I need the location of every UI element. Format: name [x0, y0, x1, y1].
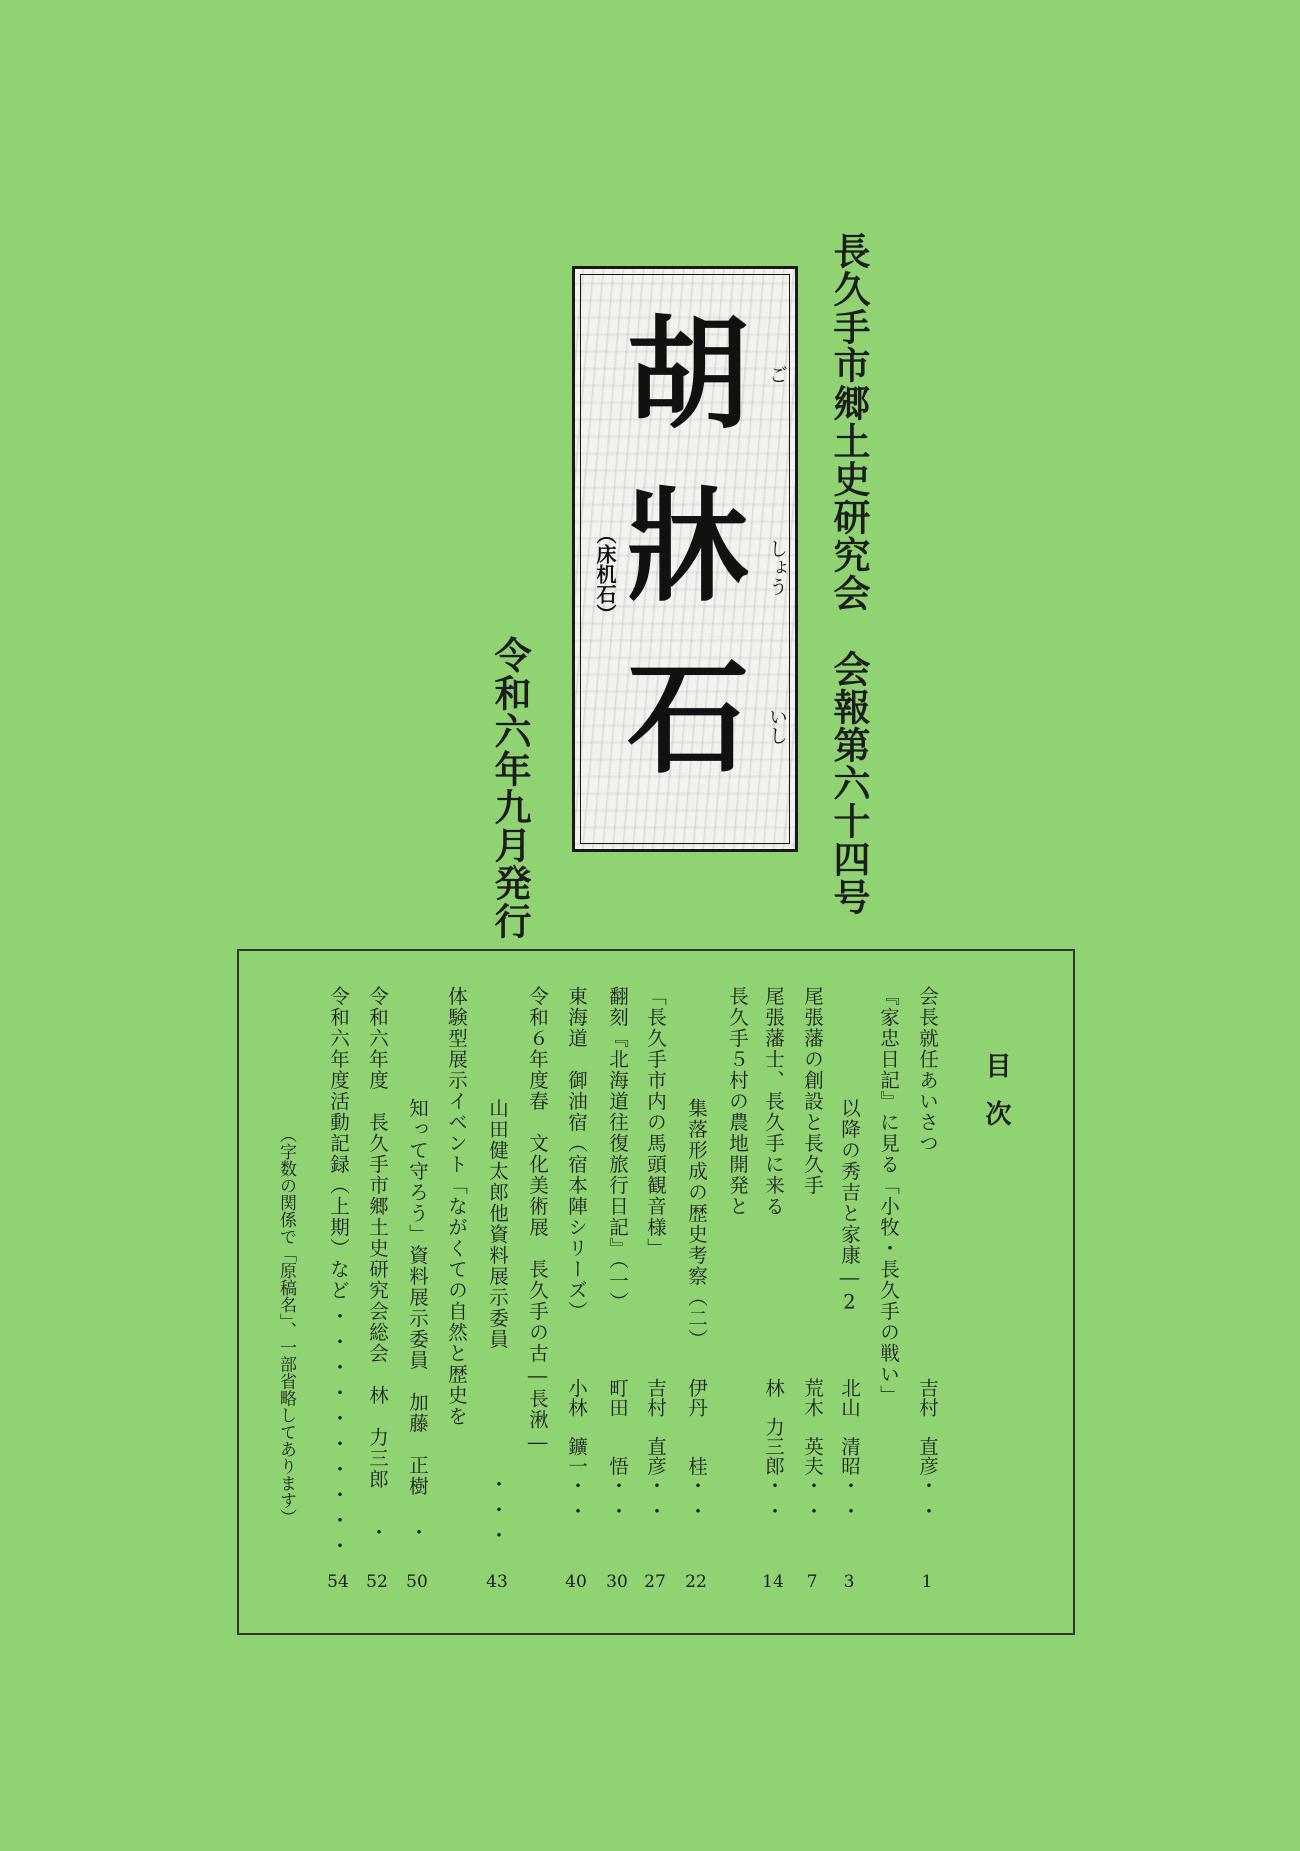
toc-entry — [320, 986, 356, 1598]
toc-entry-title: 東海道 御油宿（宿本陣シリーズ） — [565, 986, 588, 1322]
toc-page-number: 50 — [406, 1572, 428, 1592]
toc-leader-dots: ・・ — [644, 1475, 667, 1527]
toc-entry — [359, 986, 395, 1598]
toc-entry — [909, 986, 945, 1598]
toc-leader-dots: ・・・・・・・・・・ — [327, 1306, 350, 1561]
toc-author-name: 小林 鑛一 — [565, 1378, 588, 1476]
toc-leader-dots: ・・・ — [486, 1474, 509, 1551]
toc-entry-author — [913, 1378, 941, 1527]
toc-entry — [438, 986, 474, 1598]
toc-entry-title: 会長就任あいさつ — [916, 986, 939, 1154]
toc-leader-dots: ・・ — [838, 1475, 861, 1527]
toc-heading: 目次 — [981, 1052, 1011, 1148]
title-char-3: 石 — [627, 646, 749, 790]
toc-page-number: 52 — [366, 1572, 388, 1592]
toc-entry-title: 体験型展示イベント「ながくての自然と歴史を — [445, 986, 468, 1427]
toc-entry-author — [759, 1378, 787, 1527]
publication-date: 令和六年九月発行 — [488, 636, 532, 940]
toc-entry-author — [363, 1522, 391, 1548]
toc-entry-title: 令和６年度春 文化美術展 長久手の古―長湫― — [526, 986, 549, 1455]
toc-leader-dots: ・・ — [916, 1475, 939, 1527]
toc-entry-title: 知って守ろう」資料展示委員 加藤 正樹 — [406, 1098, 429, 1497]
toc-leader-dots: ・・ — [606, 1475, 629, 1527]
toc-entry-author — [798, 1378, 826, 1527]
toc-page-number: 3 — [843, 1572, 855, 1592]
toc-entry-title: 尾張藩の創設と長久手 — [801, 986, 824, 1196]
toc-page-number: 54 — [327, 1572, 349, 1592]
toc-entry — [399, 986, 435, 1598]
toc-author-name: 吉村 直彦 — [916, 1378, 939, 1476]
toc-leader-dots: ・ — [406, 1522, 429, 1548]
toc-author-name: 町田 悟 — [606, 1378, 629, 1476]
title-ruby-3: いし — [766, 707, 788, 745]
toc-entry — [599, 986, 635, 1598]
toc-author-name: 吉村 直彦 — [644, 1378, 667, 1476]
title-subtitle: （床机石） — [593, 524, 617, 624]
title-ruby-1: ご — [766, 365, 788, 384]
toc-entry — [519, 986, 555, 1598]
toc-entry-author — [682, 1378, 710, 1527]
toc-note: （字数の関係で「原稿名」、一部省略してあります） — [276, 1126, 296, 1526]
toc-entry-author — [641, 1378, 669, 1527]
toc-page-number: 30 — [606, 1572, 628, 1592]
toc-entry-author — [483, 1474, 511, 1551]
toc-entry — [479, 986, 515, 1598]
toc-entry — [870, 986, 906, 1598]
toc-leader-dots: ・・ — [801, 1475, 824, 1527]
toc-entry — [558, 986, 594, 1598]
toc-entry — [755, 986, 791, 1598]
toc-entry-title: 『家忠日記』に見る「小牧・長久手の戦い」 — [877, 986, 900, 1406]
toc-note-column — [273, 986, 309, 1598]
toc-entry-author — [835, 1378, 863, 1527]
toc-entry-author — [603, 1378, 631, 1527]
toc-entry — [794, 986, 830, 1598]
toc-entry-title: 長久手５村の農地開発と — [726, 986, 749, 1217]
toc-entry-title: 集落形成の歴史考察（二） — [685, 1098, 708, 1350]
toc-entry-title: 山田健太郎他資料展示委員 — [486, 1098, 509, 1350]
publisher-issue-line: 長久手市郷土史研究会 会報第六十四号 — [827, 232, 871, 916]
toc-entry-author — [562, 1378, 590, 1527]
toc-entry-title: 以降の秀吉と家康―2 — [838, 1098, 861, 1315]
toc-entry — [831, 986, 867, 1598]
toc-author-name: 伊丹 桂 — [685, 1378, 708, 1476]
toc-page-number: 22 — [685, 1572, 707, 1592]
toc-page-number: 43 — [486, 1572, 508, 1592]
title-char-2: 牀 — [627, 474, 749, 618]
toc-entry — [637, 986, 673, 1598]
toc-author-name: 北山 清昭 — [838, 1378, 861, 1476]
toc-author-name: 林 力三郎 — [762, 1378, 785, 1476]
toc-leader-dots: ・・ — [762, 1475, 785, 1527]
title-ruby-2: しょう — [766, 539, 788, 596]
toc-entry-author — [403, 1522, 431, 1548]
toc-page-number: 27 — [644, 1572, 666, 1592]
toc-page-number: 1 — [921, 1572, 933, 1592]
title-char-1: 胡 — [627, 302, 749, 446]
toc-page-number: 7 — [806, 1572, 818, 1592]
table-of-contents — [237, 949, 1075, 1635]
toc-entry-title: 翻刻『北海道往復旅行日記』（一） — [606, 986, 629, 1313]
toc-entry — [678, 986, 714, 1598]
toc-entry-title: 令和六年度 長久手市郷土史研究会総会 林 力三郎 — [366, 986, 389, 1490]
toc-entry-title: 「長久手市内の馬頭観音様」 — [644, 986, 667, 1259]
toc-leader-dots: ・ — [366, 1522, 389, 1548]
toc-entry — [719, 986, 755, 1598]
toc-author-name: 荒木 英夫 — [801, 1378, 824, 1476]
toc-entry-title: 令和六年度活動記録（上期）など — [327, 986, 350, 1301]
toc-page-number: 14 — [762, 1572, 784, 1592]
toc-entry-author — [324, 1306, 352, 1561]
toc-leader-dots: ・・ — [685, 1475, 708, 1527]
toc-page-number: 40 — [565, 1572, 587, 1592]
title-panel — [572, 266, 798, 852]
toc-entry-title: 尾張藩士、長久手に来る — [762, 986, 785, 1217]
toc-leader-dots: ・・ — [565, 1475, 588, 1527]
